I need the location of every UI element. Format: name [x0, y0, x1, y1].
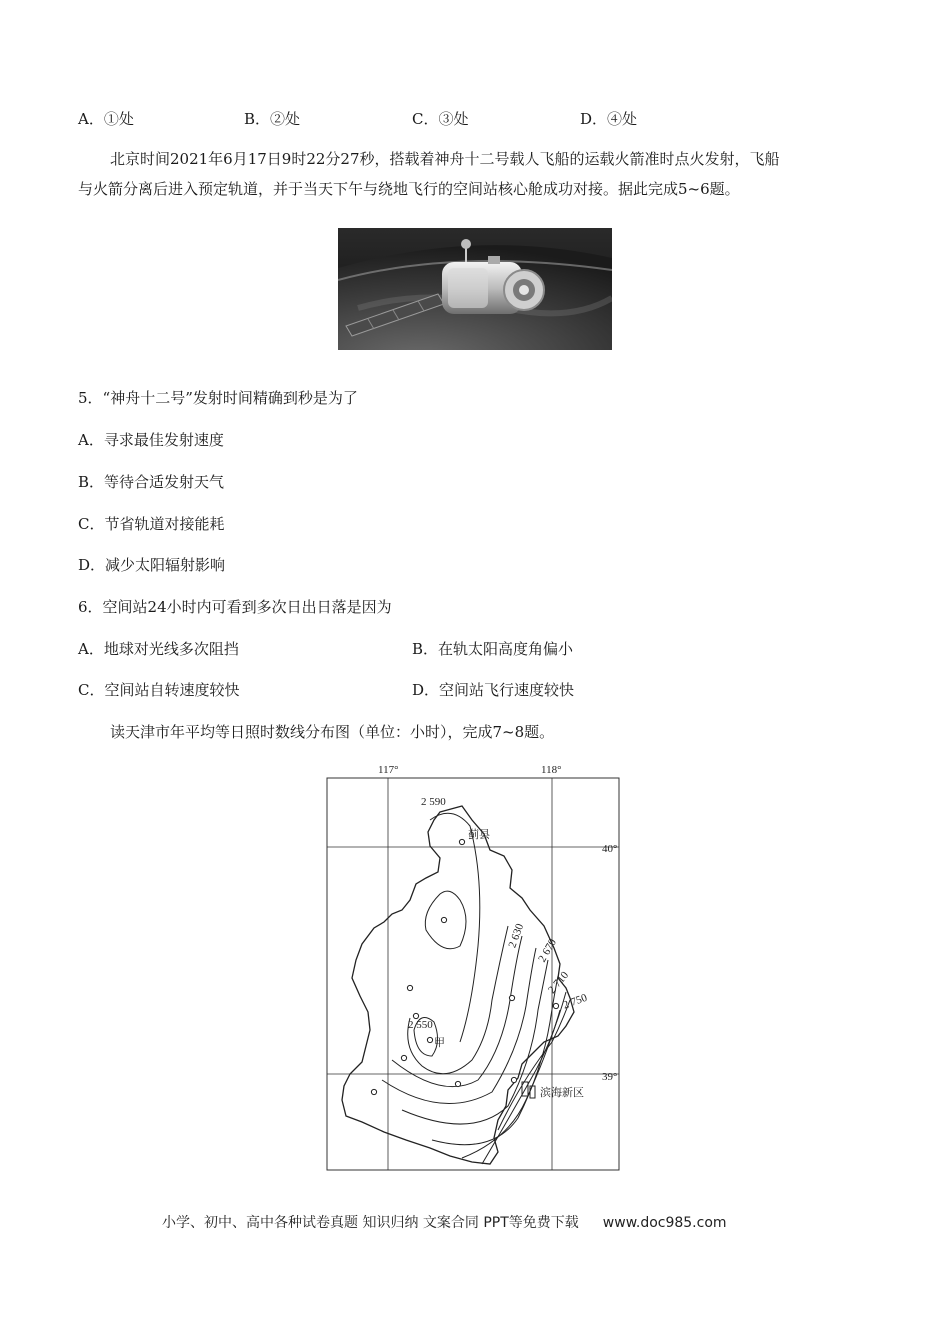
q6-option-a: A．地球对光线多次阻挡 [78, 640, 239, 658]
footer-url[interactable]: www.doc985.com [602, 1215, 727, 1231]
intro-56-line2: 与火箭分离后进入预定轨道，并于当天下午与绕地飞行的空间站核心舱成功对接。据此完成5~6题。 [78, 180, 740, 198]
intro-78: 读天津市年平均等日照时数线分布图（单位：小时），完成7~8题。 [110, 723, 555, 741]
space-station-photo [338, 228, 612, 350]
tianjin-boundary [342, 806, 574, 1164]
q6-option-c: C．空间站自转速度较快 [78, 681, 240, 699]
q5-option-b: B．等待合适发射天气 [78, 473, 225, 491]
q4-option-d: D．④处 [580, 110, 638, 128]
isoline-label-2590: 2 590 [421, 796, 446, 808]
isoline-label-2710: 2 710 [545, 969, 572, 997]
place-jixian: 蓟县 [468, 829, 490, 841]
q4-option-c: C．③处 [412, 110, 469, 128]
page-footer [162, 1212, 727, 1232]
place-jia: 甲 [434, 1037, 445, 1049]
isoline-label-2630: 2 630 [506, 922, 527, 950]
q5-option-d: D．减少太阳辐射影响 [78, 556, 226, 574]
intro-56-line1: 北京时间2021年6月17日9时22分27秒，搭载着神舟十二号载人飞船的运载火箭准时点火发射，飞船 [110, 150, 780, 168]
place-binhai: 滨海新区 [540, 1087, 584, 1099]
q5-stem: 5．“神舟十二号”发射时间精确到秒是为了 [78, 389, 358, 407]
tianjin-sunshine-map [322, 760, 627, 1172]
isoline-label-2670: 2 670 [536, 936, 559, 965]
q6-stem: 6．空间站24小时内可看到多次日出日落是因为 [78, 598, 392, 616]
map-lat-40: 40° [602, 843, 618, 855]
q4-option-b: B．②处 [244, 110, 301, 128]
q4-option-a: A．①处 [78, 110, 134, 128]
map-lon-118: 118° [541, 764, 562, 776]
q6-option-d: D．空间站飞行速度较快 [412, 681, 575, 699]
map-lat-39: 39° [602, 1071, 618, 1083]
isoline-label-2750: 2 750 [561, 991, 589, 1012]
q5-option-a: A．寻求最佳发射速度 [78, 431, 224, 449]
footer-text: 小学、初中、高中各种试卷真题 知识归纳 文案合同 PPT等免费下载 [162, 1215, 579, 1231]
q5-option-c: C．节省轨道对接能耗 [78, 515, 225, 533]
q6-option-b: B．在轨太阳高度角偏小 [412, 640, 574, 658]
map-lon-117: 117° [378, 764, 399, 776]
isoline-label-2550: 2 550 [408, 1019, 433, 1031]
